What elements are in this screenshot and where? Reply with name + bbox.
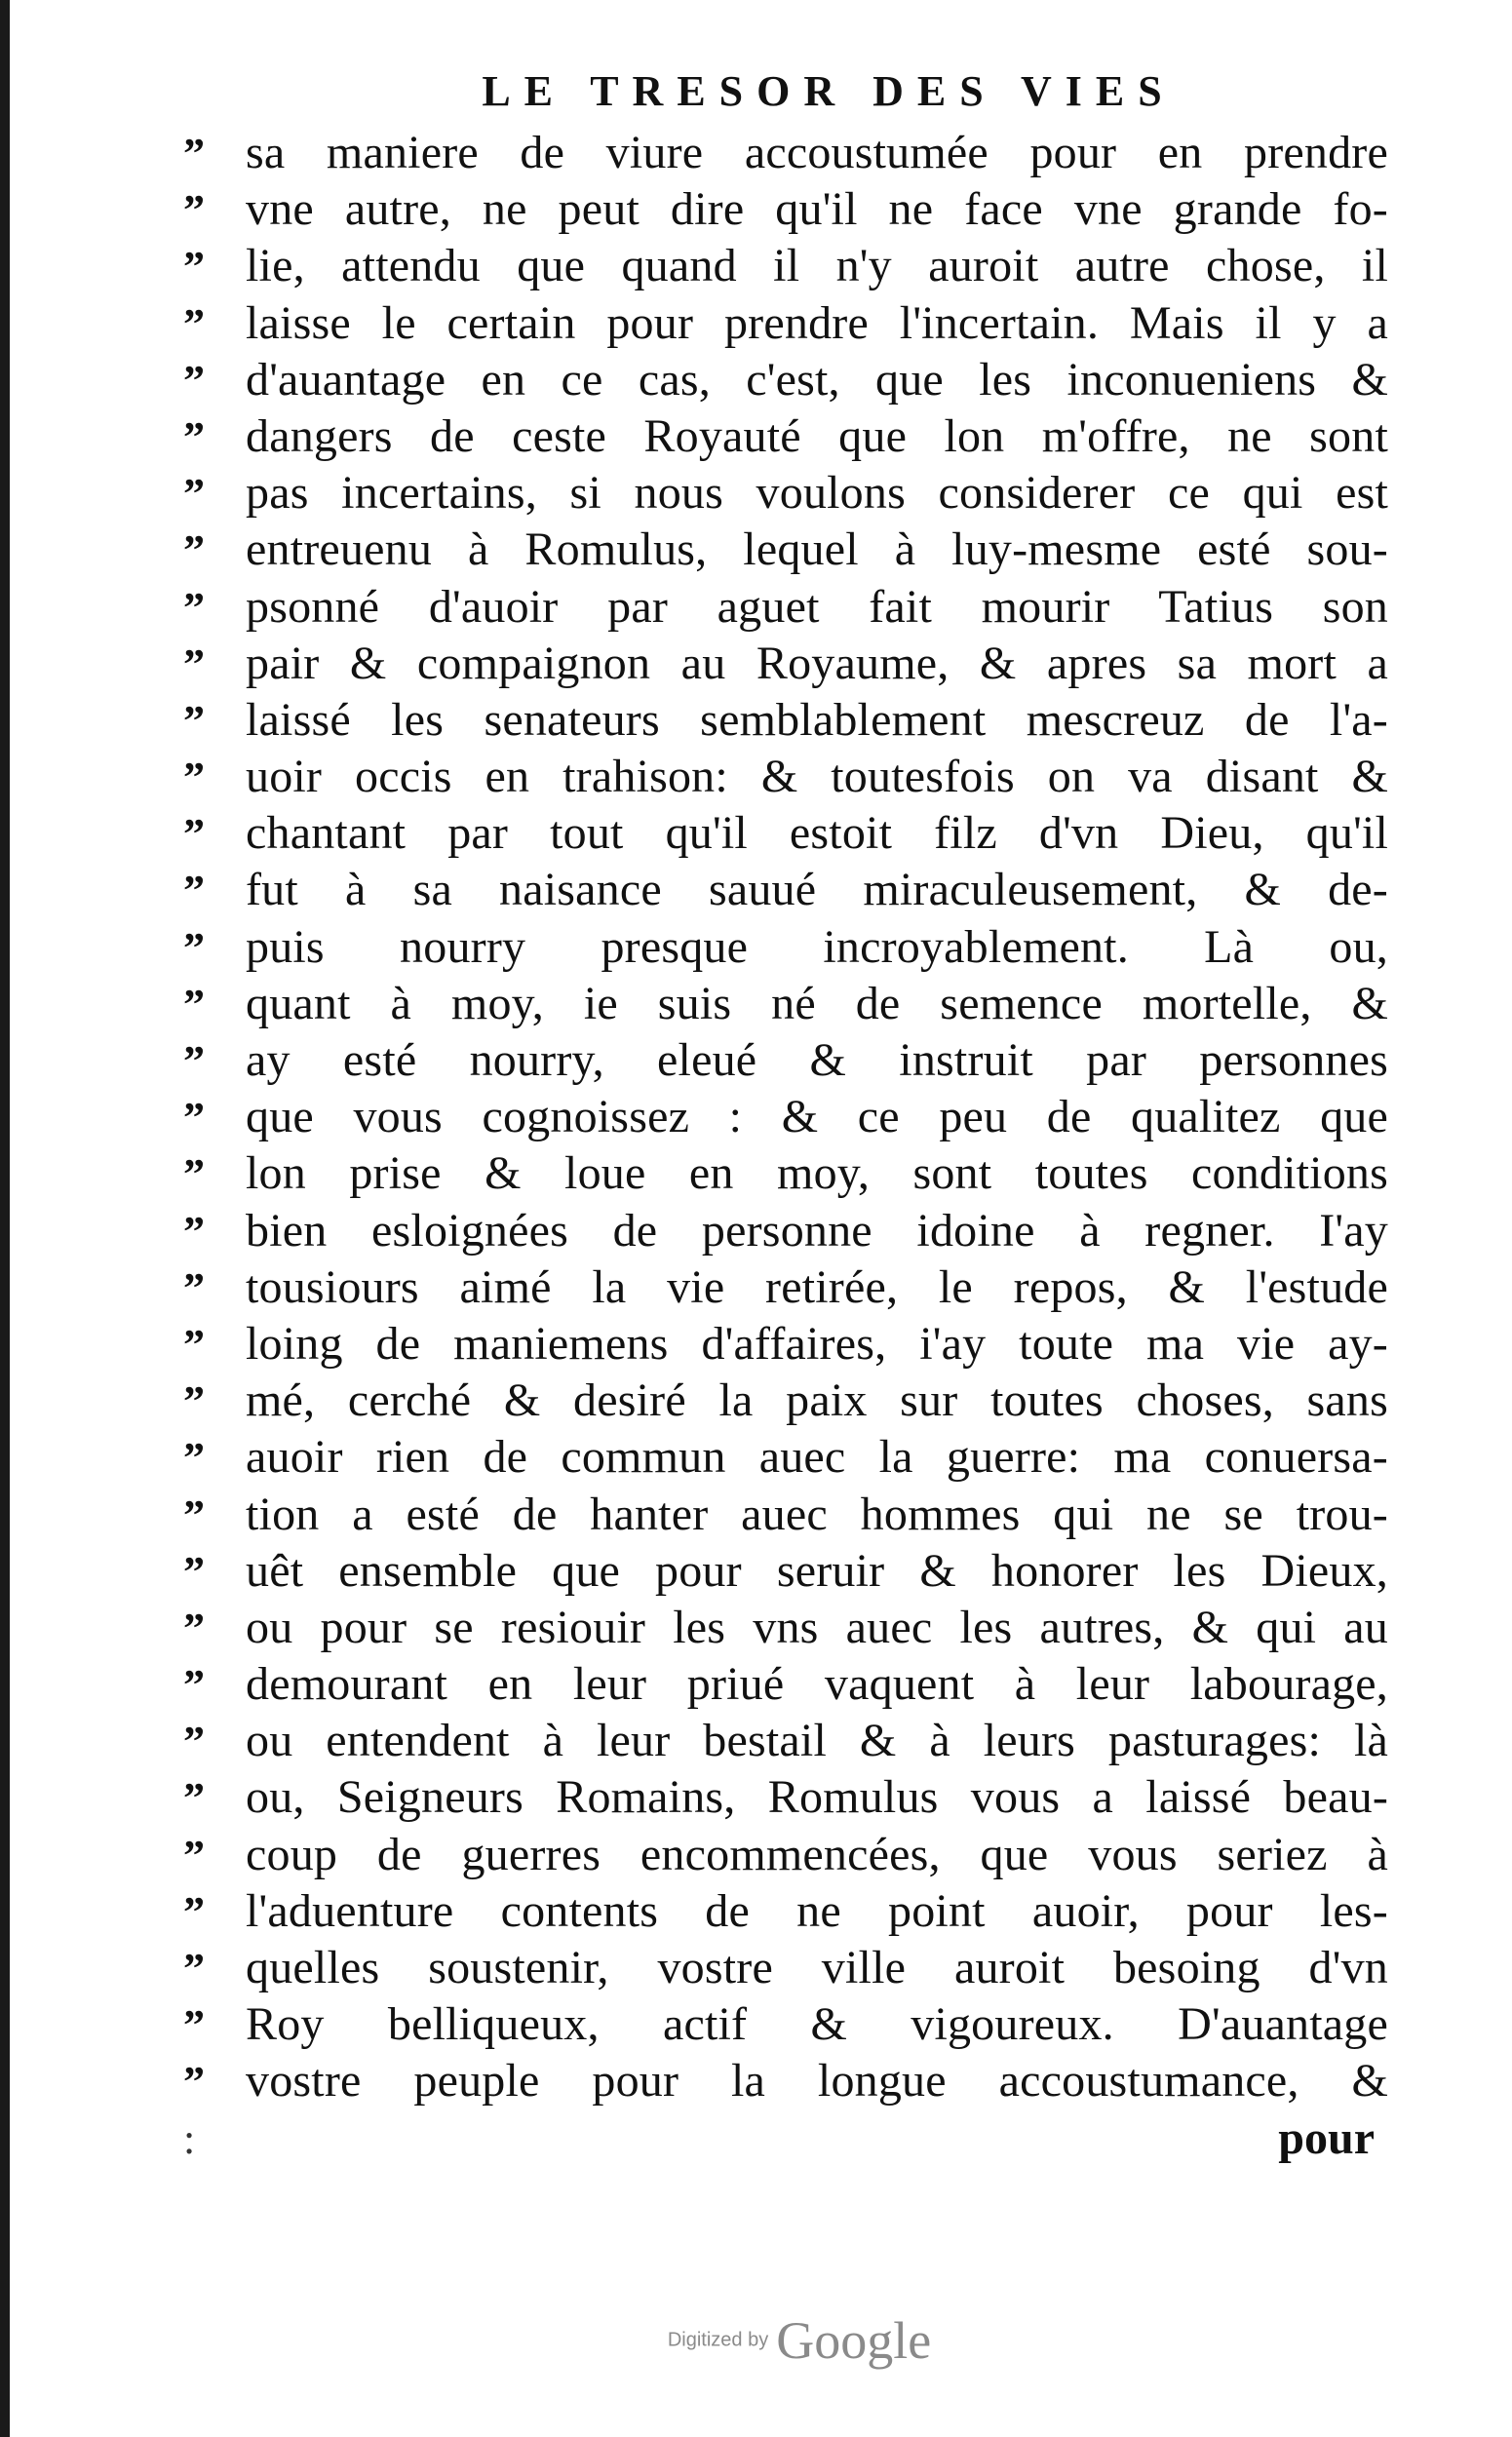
text-line xyxy=(183,1600,1402,1656)
quotation-marker: ” xyxy=(183,980,205,1028)
line-text: lon prise & loue en moy, sont toutes conditions xyxy=(246,1147,1388,1200)
text-line xyxy=(183,976,1402,1032)
quotation-marker: ” xyxy=(183,583,205,632)
text-line xyxy=(183,1769,1402,1826)
line-text: ay esté nourry, eleué & instruit par personnes xyxy=(246,1034,1388,1086)
line-text: lie, attendu que quand il n'y auroit autre chose, il xyxy=(246,240,1388,292)
text-line xyxy=(183,1259,1402,1316)
text-line xyxy=(183,181,1402,238)
quotation-marker: ” xyxy=(183,754,205,802)
quotation-marker: ” xyxy=(183,243,205,291)
text-line xyxy=(183,1883,1402,1940)
text-block xyxy=(183,125,1402,2167)
line-text: coup de guerres encommencées, que vous seriez à xyxy=(246,1828,1388,1880)
line-text: l'aduenture contents de ne point auoir, pour les- xyxy=(246,1884,1388,1937)
text-line xyxy=(183,749,1402,805)
quotation-marker: ” xyxy=(183,1150,205,1199)
line-text: laissé les senateurs semblablement mescreuz de l'a- xyxy=(246,693,1388,746)
line-text: vne autre, ne peut dire qu'il ne face vne grande fo- xyxy=(246,183,1388,236)
quotation-marker: ” xyxy=(183,1490,205,1539)
line-text: chantant par tout qu'il estoit filz d'vn Dieu, qu'il xyxy=(246,807,1388,860)
line-text: ou pour se resiouir les vns auec les autres, & qui au xyxy=(246,1601,1388,1653)
line-text: mé, cerché & desiré la paix sur toutes choses, sans xyxy=(246,1374,1388,1427)
quotation-marker: ” xyxy=(183,1207,205,1256)
quotation-marker: ” xyxy=(183,1377,205,1426)
text-line xyxy=(183,862,1402,918)
text-line xyxy=(183,636,1402,692)
text-line xyxy=(183,408,1402,465)
quotation-marker: ” xyxy=(183,1718,205,1766)
running-head: LE TRESOR DES VIES xyxy=(482,67,1176,115)
digitization-watermark xyxy=(643,2310,955,2371)
line-text: entreuenu à Romulus, lequel à luy-mesme esté sou- xyxy=(246,523,1388,576)
line-text: dangers de ceste Royauté que lon m'offre, ne sont xyxy=(246,409,1388,462)
line-text: bien esloignées de personne idoine à regner. I'ay xyxy=(246,1204,1388,1257)
quotation-marker: ” xyxy=(183,299,205,348)
quotation-marker: ” xyxy=(183,1320,205,1369)
text-line xyxy=(183,125,1402,181)
quotation-marker: ” xyxy=(183,1774,205,1823)
text-line xyxy=(183,692,1402,749)
quotation-marker: ” xyxy=(183,1887,205,1936)
watermark-small-text: Digitized by xyxy=(667,2329,769,2351)
text-line xyxy=(183,1145,1402,1202)
text-line xyxy=(183,1487,1402,1543)
text-line xyxy=(183,1827,1402,1883)
line-text: uoir occis en trahison: & toutesfois on va disant & xyxy=(246,751,1388,803)
quotation-marker: ” xyxy=(183,1434,205,1483)
text-line xyxy=(183,465,1402,522)
text-line xyxy=(183,1543,1402,1600)
quotation-marker: ” xyxy=(183,2058,205,2107)
text-line xyxy=(183,295,1402,352)
line-text: ou entendent à leur bestail & à leurs pasturages: là xyxy=(246,1715,1388,1767)
bottom-marker: : xyxy=(183,2114,196,2163)
line-text: d'auantage en ce cas, c'est, que les inconueniens & xyxy=(246,353,1388,406)
text-line xyxy=(183,1656,1402,1713)
quotation-marker: ” xyxy=(183,526,205,575)
quotation-marker: ” xyxy=(183,1263,205,1312)
line-text: quelles soustenir, vostre ville auroit besoing d'vn xyxy=(246,1942,1388,1993)
text-line xyxy=(183,352,1402,408)
watermark-logo-text: Google xyxy=(776,2311,932,2370)
text-line xyxy=(183,1996,1402,2053)
text-line xyxy=(183,805,1402,862)
quotation-marker: ” xyxy=(183,470,205,519)
text-line xyxy=(183,1203,1402,1259)
line-text: loing de maniemens d'affaires, i'ay toute ma vie ay- xyxy=(246,1317,1388,1370)
quotation-marker: ” xyxy=(183,1094,205,1142)
line-text: fut à sa naisance sauué miraculeusement, & de- xyxy=(246,864,1388,916)
quotation-marker: ” xyxy=(183,1945,205,1992)
quotation-marker: ” xyxy=(183,2001,205,2050)
catchword: pour xyxy=(1278,2111,1375,2164)
line-text: vostre peuple pour la longue accoustumance, & xyxy=(246,2055,1388,2108)
quotation-marker: ” xyxy=(183,923,205,972)
line-text: puis nourry presque incroyablement. Là ou, xyxy=(246,920,1388,973)
line-text: quant à moy, ie suis né de semence mortelle, & xyxy=(246,977,1388,1029)
text-line xyxy=(183,1940,1402,1996)
text-line xyxy=(183,1089,1402,1145)
text-line xyxy=(183,1373,1402,1429)
quotation-marker: ” xyxy=(183,130,205,177)
text-line xyxy=(183,2053,1402,2109)
text-line xyxy=(183,1032,1402,1089)
text-line xyxy=(183,1713,1402,1769)
quotation-marker: ” xyxy=(183,1604,205,1652)
line-text: que vous cognoissez : & ce peu de qualitez que xyxy=(246,1091,1388,1143)
text-line xyxy=(183,238,1402,294)
line-text: Roy belliqueux, actif & vigoureux. D'auantage xyxy=(246,1998,1388,2051)
quotation-marker: ” xyxy=(183,696,205,745)
line-text: demourant en leur priué vaquent à leur labourage, xyxy=(246,1658,1388,1711)
line-text: pas incertains, si nous voulons considerer ce qui est xyxy=(246,467,1388,520)
line-text: laisse le certain pour prendre l'incertain. Mais il y a xyxy=(246,296,1388,349)
line-text: sa maniere de viure accoustumée pour en prendre xyxy=(246,127,1388,178)
quotation-marker: ” xyxy=(183,412,205,461)
line-text: auoir rien de commun auec la guerre: ma conuersa- xyxy=(246,1431,1388,1484)
line-text: ou, Seigneurs Romains, Romulus vous a laissé beau- xyxy=(246,1771,1388,1824)
line-text: tion a esté de hanter auec hommes qui ne se trou- xyxy=(246,1488,1388,1540)
text-line xyxy=(183,1316,1402,1373)
text-line xyxy=(183,919,1402,976)
quotation-marker: ” xyxy=(183,810,205,859)
quotation-marker: ” xyxy=(183,1547,205,1596)
page-edge-shadow xyxy=(0,0,10,2437)
quotation-marker: ” xyxy=(183,186,205,235)
line-text: uêt ensemble que pour seruir & honorer les Dieux, xyxy=(246,1544,1388,1597)
catchword-row xyxy=(183,2110,1402,2167)
quotation-marker: ” xyxy=(183,356,205,405)
line-text: psonné d'auoir par aguet fait mourir Tatius son xyxy=(246,580,1388,633)
quotation-marker: ” xyxy=(183,867,205,915)
text-line xyxy=(183,1429,1402,1486)
quotation-marker: ” xyxy=(183,1661,205,1710)
text-line xyxy=(183,579,1402,636)
text-line xyxy=(183,522,1402,578)
quotation-marker: ” xyxy=(183,1037,205,1085)
line-text: tousiours aimé la vie retirée, le repos, & l'estude xyxy=(246,1260,1388,1313)
line-text: pair & compaignon au Royaume, & apres sa mort a xyxy=(246,637,1388,689)
quotation-marker: ” xyxy=(183,1831,205,1879)
quotation-marker: ” xyxy=(183,639,205,688)
